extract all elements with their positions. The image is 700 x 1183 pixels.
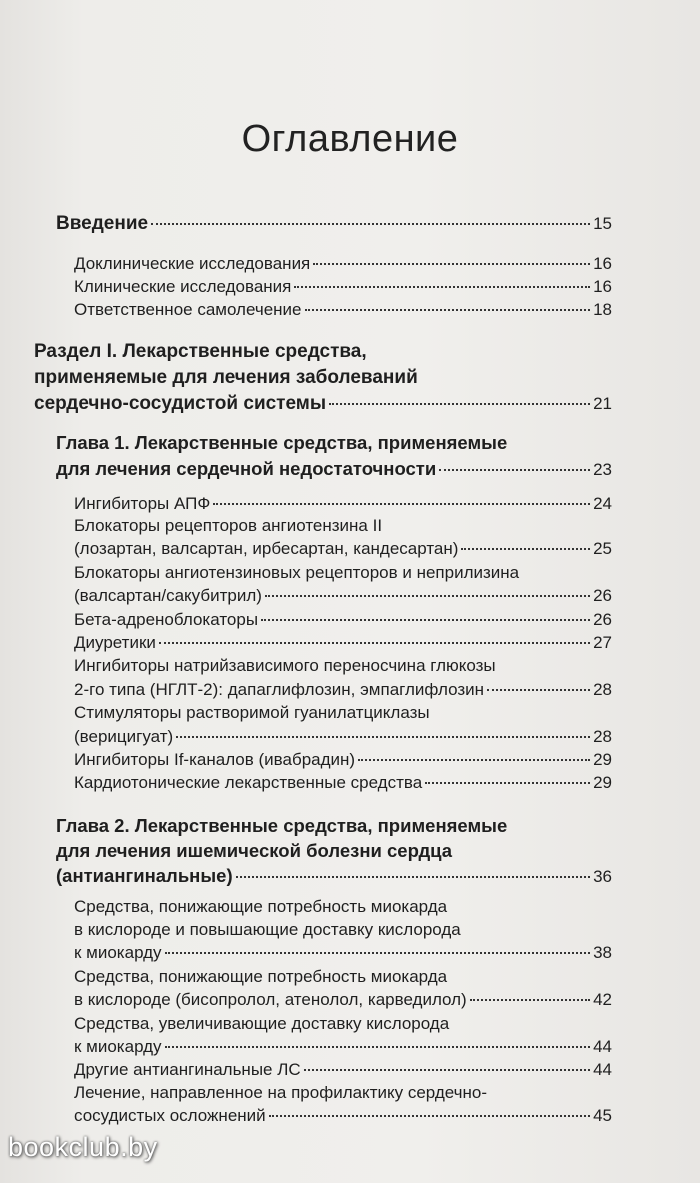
toc-chapter2-title-line3: (антиангинальные) — [56, 865, 233, 886]
toc-leader-dots — [305, 308, 591, 311]
toc-page-number: 18 — [593, 300, 612, 319]
toc-entry-chapter1 — [56, 457, 612, 482]
toc-entry-increase — [74, 1035, 612, 1059]
toc-leader-dots — [487, 688, 590, 691]
toc-leader-dots — [329, 402, 590, 405]
toc-page-number: 44 — [593, 1060, 612, 1079]
toc-section-title-line3: сердечно-сосудистой системы — [34, 393, 327, 414]
toc-page-number: 36 — [593, 867, 612, 886]
toc-entry-other-antianginal — [74, 1058, 612, 1082]
toc-leader-dots — [165, 951, 591, 954]
toc-chapter1-title-line2: для лечения сердечной недостаточности — [56, 458, 437, 479]
toc-page-number: 45 — [593, 1106, 612, 1125]
toc-leader-dots — [294, 285, 590, 288]
toc-entry-intro — [56, 212, 612, 236]
toc-entry-title: Ингибиторы АПФ — [74, 494, 211, 513]
toc-entry-prophylaxis — [74, 1104, 612, 1128]
toc-page-number: 29 — [593, 750, 612, 769]
toc-entry-reduce-increase-line3: к миокарду — [74, 943, 162, 962]
toc-leader-dots — [265, 594, 590, 597]
toc-page-number: 25 — [593, 539, 612, 558]
toc-leader-dots — [236, 875, 590, 878]
toc-leader-dots — [151, 222, 590, 225]
toc-entry-preclinical — [74, 252, 612, 276]
toc-leader-dots — [358, 758, 590, 761]
toc-entry-cardiotonic — [74, 771, 612, 795]
toc-chapter2-title-line2: для лечения ишемической болезни сердца — [56, 840, 453, 861]
toc-page-number: 28 — [593, 727, 612, 746]
toc-entry-section1 — [34, 392, 612, 416]
toc-page-number: 28 — [593, 680, 612, 699]
toc-entry-title: Ингибиторы If-каналов (ивабрадин) — [74, 750, 356, 769]
toc-page-number: 23 — [593, 460, 612, 479]
toc-entry-sglt2-line1: Ингибиторы натрийзависимого переносчина глюкозы — [74, 656, 496, 675]
toc-page-number: 44 — [593, 1037, 612, 1056]
watermark-logo: bookclub.by — [8, 1132, 158, 1162]
toc-page-number: 38 — [593, 943, 612, 962]
toc-entry-sglt2-line2: 2-го типа (НГЛТ-2): дапаглифлозин, эмпаглифлозин — [74, 680, 485, 699]
toc-entry-title: Доклинические исследования — [74, 254, 311, 273]
toc-entry-title: Другие антиангинальные ЛС — [74, 1060, 301, 1079]
toc-leader-dots — [269, 1114, 590, 1117]
toc-page-number: 42 — [593, 990, 612, 1009]
toc-entry-if-inhibitors — [74, 748, 612, 772]
toc-page-number: 16 — [593, 254, 612, 273]
toc-page-number: 27 — [593, 633, 612, 652]
toc-page-number: 24 — [593, 494, 612, 513]
toc-entry-reduce-increase-line2: в кислороде и повышающие доставку кислорода — [74, 920, 461, 939]
toc-page-number: 21 — [593, 394, 612, 413]
toc-leader-dots — [261, 618, 590, 621]
toc-entry-sgc-line2: (верицигуат) — [74, 727, 174, 746]
toc-leader-dots — [159, 641, 590, 644]
toc-entry-title: Клинические исследования — [74, 277, 292, 296]
toc-entry-arb-line1: Блокаторы рецепторов ангиотензина II — [74, 516, 383, 535]
toc-leader-dots — [470, 998, 590, 1001]
toc-heading: Оглавление — [241, 118, 459, 160]
toc-page-number: 26 — [593, 586, 612, 605]
toc-entry-ace-inhibitors — [74, 492, 612, 516]
toc-entry-increase-line2: к миокарду — [74, 1037, 162, 1056]
toc-leader-dots — [425, 781, 590, 784]
toc-entry-beta-blockers — [74, 608, 612, 632]
toc-entry-prophylaxis-line1: Лечение, направленное на профилактику сердечно- — [74, 1083, 488, 1102]
toc-entry-title: Введение — [56, 213, 149, 234]
toc-entry-clinical — [74, 275, 612, 299]
toc-entry-diuretics — [74, 631, 612, 655]
toc-chapter1-title-line1: Глава 1. Лекарственные средства, применяемые — [56, 432, 508, 453]
toc-leader-dots — [165, 1045, 591, 1048]
toc-entry-reduce-increase — [74, 941, 612, 965]
toc-leader-dots — [176, 735, 590, 738]
toc-leader-dots — [213, 502, 590, 505]
toc-entry-arni-line1: Блокаторы ангиотензиновых рецепторов и неприлизина — [74, 563, 520, 582]
toc-entry-title: Кардиотонические лекарственные средства — [74, 773, 423, 792]
toc-section-title-line2: применяемые для лечения заболеваний — [34, 367, 418, 388]
toc-leader-dots — [313, 262, 590, 265]
toc-entry-reduce-line2: в кислороде (бисопролол, атенолол, карведилол) — [74, 990, 467, 1009]
toc-entry-arb — [74, 537, 612, 561]
toc-section-title-line1: Раздел I. Лекарственные средства, — [34, 341, 367, 362]
toc-entry-sgc-line1: Стимуляторы растворимой гуанилатциклазы — [74, 703, 430, 722]
toc-entry-arni — [74, 584, 612, 608]
toc-entry-arni-line2: (валсартан/сакубитрил) — [74, 586, 262, 605]
toc-leader-dots — [461, 547, 590, 550]
toc-leader-dots — [439, 468, 590, 471]
toc-page-number: 29 — [593, 773, 612, 792]
toc-entry-increase-line1: Средства, увеличивающие доставку кислорода — [74, 1014, 450, 1033]
toc-entry-reduce-increase-line1: Средства, понижающие потребность миокарда — [74, 897, 448, 916]
toc-page-number: 15 — [593, 214, 612, 233]
toc-entry-reduce-line1: Средства, понижающие потребность миокарда — [74, 967, 448, 986]
toc-entry-title: Бета-адреноблокаторы — [74, 610, 259, 629]
toc-entry-sgc — [74, 725, 612, 749]
toc-chapter2-title-line1: Глава 2. Лекарственные средства, применяемые — [56, 815, 508, 836]
toc-entry-chapter2 — [56, 864, 612, 889]
toc-entry-sglt2 — [74, 678, 612, 702]
toc-entry-title: Ответственное самолечение — [74, 300, 302, 319]
toc-entry-prophylaxis-line2: сосудистых осложнений — [74, 1106, 266, 1125]
toc-entry-title: Диуретики — [74, 633, 156, 652]
toc-page-number: 26 — [593, 610, 612, 629]
toc-entry-arb-line2: (лозартан, валсартан, ирбесартан, кандесартан) — [74, 539, 459, 558]
toc-leader-dots — [304, 1068, 590, 1071]
toc-entry-reduce — [74, 988, 612, 1012]
toc-page-number: 16 — [593, 277, 612, 296]
toc-entry-selfmedication — [74, 298, 612, 322]
